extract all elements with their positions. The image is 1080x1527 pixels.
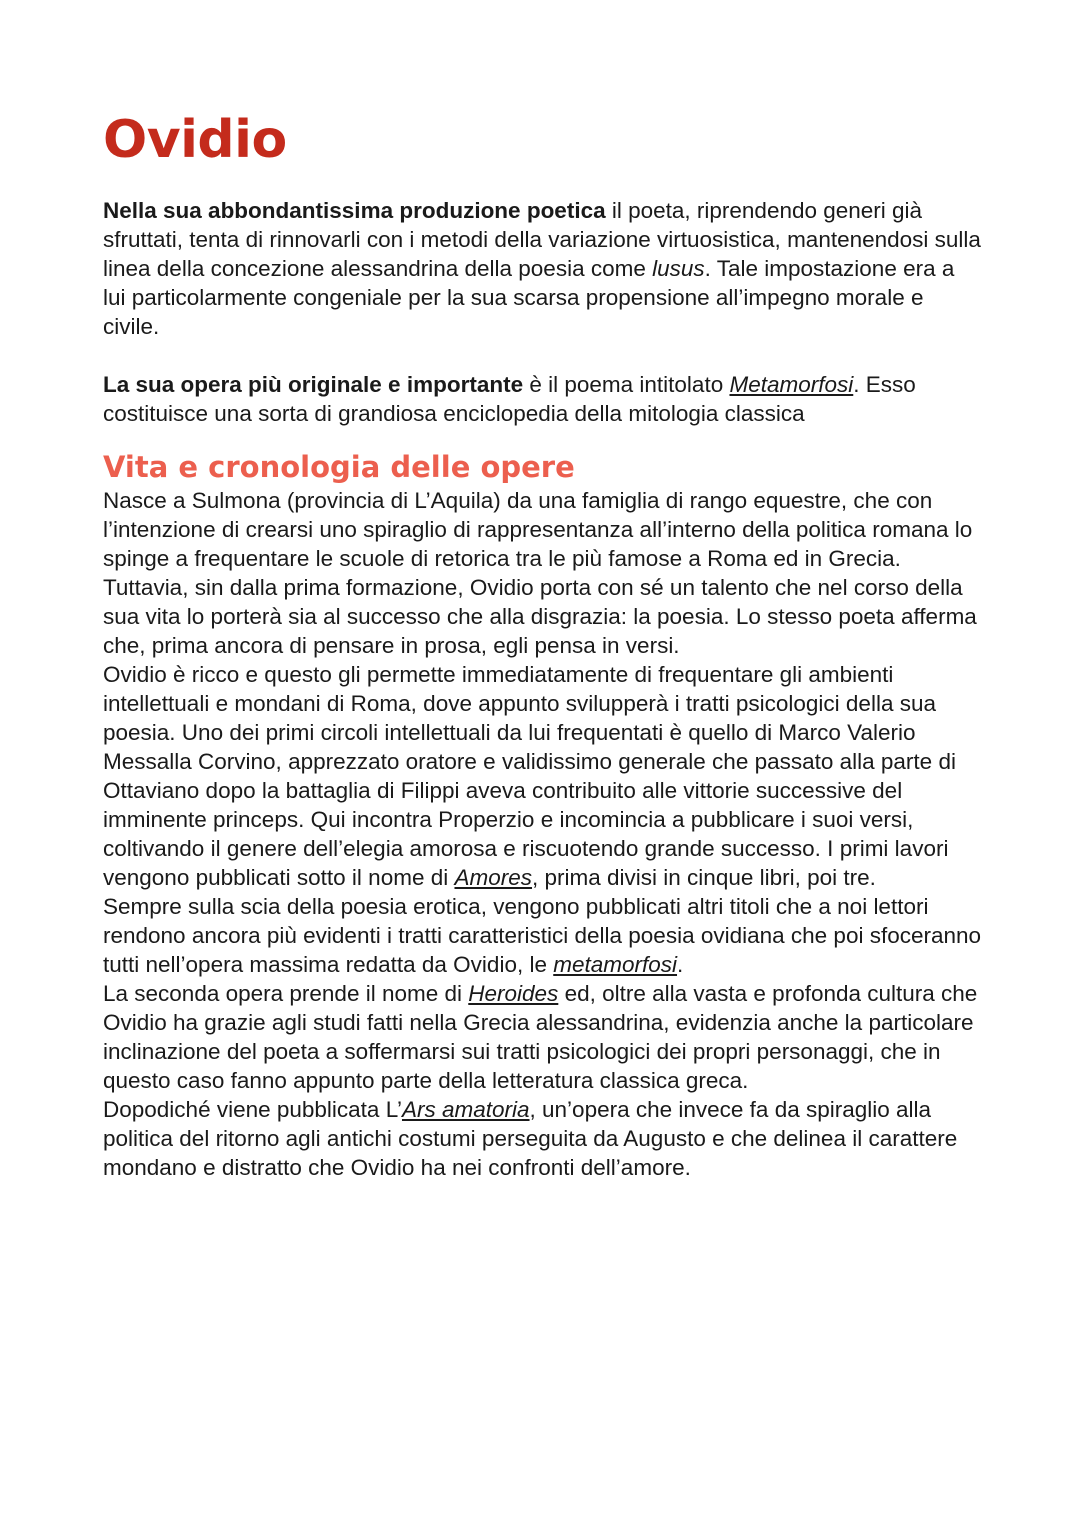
section-paragraph-2 [103, 660, 983, 892]
section-5-text-b: , un’opera che invece fa da spiraglio alla politica del ritorno agli antichi costumi perseguita da Augusto e che delinea il carattere mondano e distratto che Ovidio ha nei confronti dell’amore. [103, 1097, 958, 1180]
section-3-text-b: . [677, 952, 684, 977]
work-title-amores: Amores [454, 865, 533, 890]
work-title-metamorfosi-2: metamorfosi [553, 952, 678, 977]
intro-2-text-b: . Esso costituisce una sorta di grandiosa enciclopedia della mitologia classica [103, 372, 916, 426]
work-title-ars-amatoria: Ars amatoria [401, 1097, 530, 1122]
intro-1-text-b: . Tale impostazione era a lui particolarmente congeniale per la sua scarsa propensione all’impegno morale e civile. [103, 256, 955, 339]
intro-paragraph-2 [103, 370, 983, 428]
section-paragraph-5 [103, 1095, 983, 1182]
section-paragraph-1: Nasce a Sulmona (provincia di L’Aquila) da una famiglia di rango equestre, che con l’intenzione di crearsi uno spiraglio di rappresentanza all’interno della politica romana lo spinge a frequentare le scuole di retorica tra le più famose a Roma ed in Grecia. Tuttavia, sin dalla prima formazione, Ovidio porta con sé un talento che nel corso della sua vita lo porterà sia al successo che alla disgrazia: la poesia. Lo stesso poeta afferma che, prima ancora di pensare in prosa, egli pensa in versi. [103, 488, 977, 658]
section-2-text-b: , prima divisi in cinque libri, poi tre. [532, 865, 876, 890]
intro-2-bold: La sua opera più originale e importante [103, 372, 524, 397]
section-paragraph-3 [103, 892, 983, 979]
paragraph-gap [103, 341, 983, 370]
intro-1-italic: lusus [652, 256, 705, 281]
work-title-heroides: Heroides [468, 981, 559, 1006]
section-paragraph-4 [103, 979, 983, 1095]
section-3-text-a: Sempre sulla scia della poesia erotica, vengono pubblicati altri titoli che a noi lettori rendono ancora più evidenti i tratti caratteristici della poesia ovidiana che poi sfoceranno tutti nell’opera massima redatta da Ovidio, le [103, 894, 982, 977]
document-page [103, 100, 983, 1182]
work-title-metamorfosi: Metamorfosi [729, 372, 854, 397]
section-4-text-b: ed, oltre alla vasta e profonda cultura che Ovidio ha grazie agli studi fatti nella Grecia alessandrina, evidenzia anche la particolare inclinazione del poeta a soffermarsi sui tratti psicologici dei propri personaggi, che in questo caso fanno appunto parte della letteratura classica greca. [103, 981, 978, 1093]
section-5-text-a: Dopodiché viene pubblicata L’ [103, 1097, 402, 1122]
intro-1-bold: Nella sua abbondantissima produzione poetica [103, 198, 606, 223]
section-4-text-a: La seconda opera prende il nome di [103, 981, 469, 1006]
section-heading: Vita e cronologia delle opere [103, 450, 575, 484]
page-title: Ovidio [103, 110, 287, 170]
section-2-text-a: Ovidio è ricco e questo gli permette immediatamente di frequentare gli ambienti intellettuali e mondani di Roma, dove appunto svilupperà i tratti psicologici della sua poesia. Uno dei primi circoli intellettuali da lui frequentati è quello di Marco Valerio Messalla Corvino, apprezzato oratore e validissimo generale che passato alla parte di Ottaviano dopo la battaglia di Filippi aveva contribuito alle vittorie successive del imminente princeps. Qui incontra Properzio e incomincia a pubblicare i suoi versi, coltivando il genere dell’elegia amorosa e riscuotendo grande successo. I primi lavori vengono pubblicati sotto il nome di [103, 662, 956, 890]
intro-1-text-a: il poeta, riprendendo generi già sfruttati, tenta di rinnovarli con i metodi della variazione virtuosistica, mantenendosi sulla linea della concezione alessandrina della poesia come [103, 198, 981, 281]
intro-2-text-a: è il poema intitolato [523, 372, 730, 397]
intro-paragraph-1 [103, 196, 983, 341]
